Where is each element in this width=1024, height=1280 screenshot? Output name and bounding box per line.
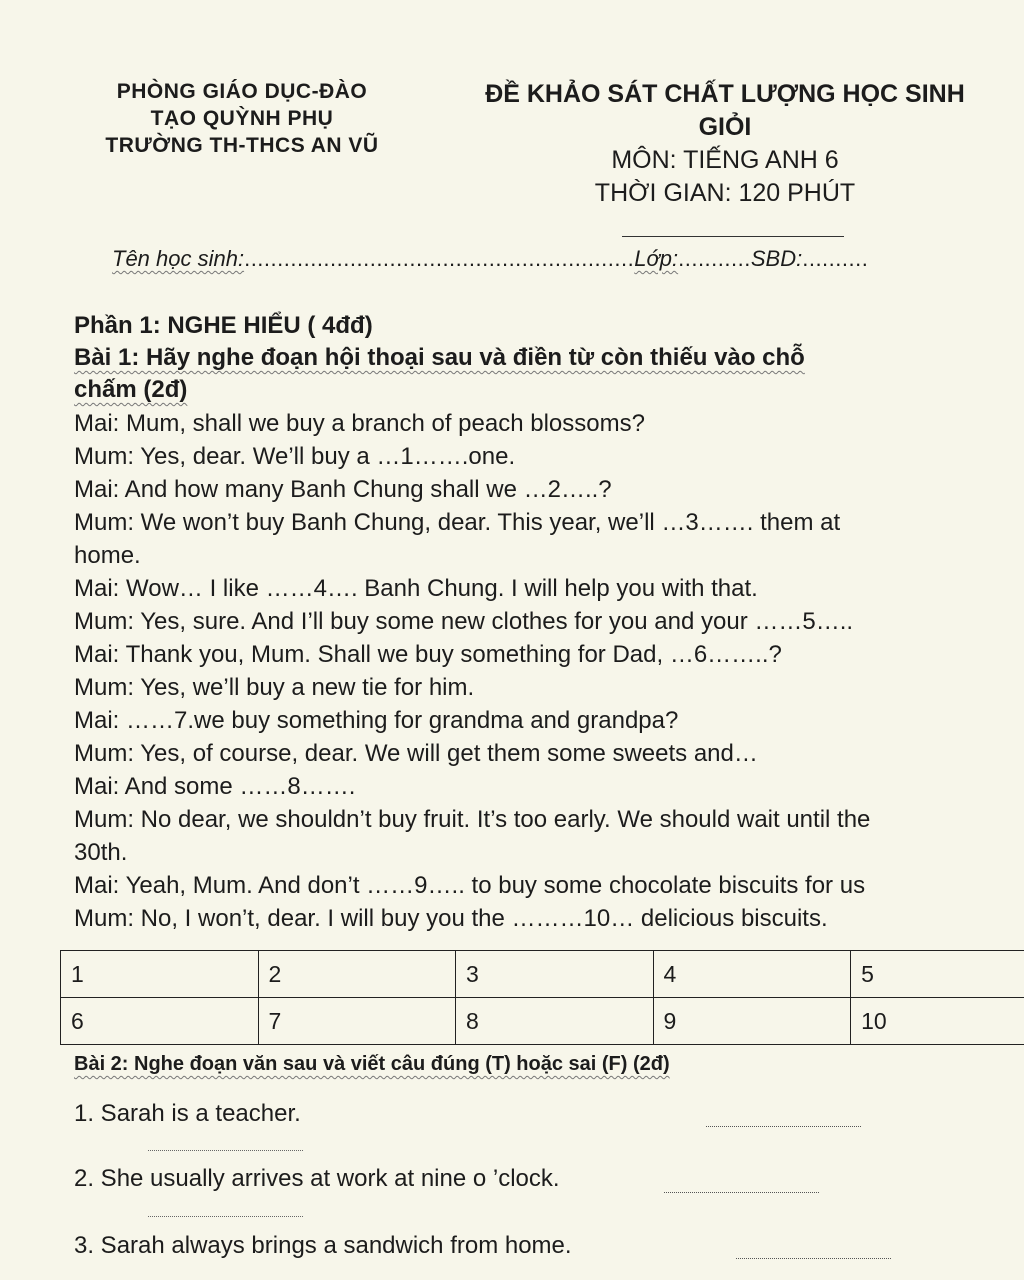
part1-heading: Phần 1: NGHE HIỂU ( 4đđ) xyxy=(74,312,373,339)
answer-cell[interactable]: 6 xyxy=(61,998,259,1045)
dialogue-line: Mum: Yes, we’ll buy a new tie for him. xyxy=(74,674,475,701)
dialogue-line: Mum: Yes, sure. And I’ll buy some new clothes for you and your ……5….. xyxy=(74,608,854,635)
dialogue-line: Mum: No dear, we shouldn’t buy fruit. It’s too early. We should wait until the xyxy=(74,806,871,833)
department-line-1: PHÒNG GIÁO DỤC-ĐÀO xyxy=(116,80,368,103)
dialogue-line: Mai: Thank you, Mum. Shall we buy something for Dad, …6……..? xyxy=(74,641,782,668)
answer-cell[interactable]: 8 xyxy=(456,998,654,1045)
answer-cell[interactable]: 2 xyxy=(258,951,456,998)
dialogue-line: Mum: Yes, of course, dear. We will get them some sweets and… xyxy=(74,740,758,767)
dialogue-line: Mai: ……7.we buy something for grandma and grandpa? xyxy=(74,707,679,734)
dotted-separator xyxy=(148,1150,303,1151)
answer-table-row xyxy=(61,951,1024,998)
student-name-label: Tên học sinh: xyxy=(112,246,245,271)
answer-cell[interactable]: 7 xyxy=(258,998,456,1045)
exercise2-heading xyxy=(74,1053,670,1076)
answer-cell[interactable]: 1 xyxy=(61,951,259,998)
dialogue-line: Mai: And some ……8……. xyxy=(74,773,356,800)
dialogue-line: Mai: And how many Banh Chung shall we …2…..? xyxy=(74,476,612,503)
school-name: TRƯỜNG TH-THCS AN VŨ xyxy=(105,134,379,157)
exam-subject: MÔN: TIẾNG ANH 6 xyxy=(611,146,839,174)
answer-blank[interactable] xyxy=(706,1114,861,1132)
answer-cell[interactable]: 10 xyxy=(851,998,1024,1045)
student-info-line xyxy=(112,246,868,272)
dialogue-line: Mum: We won’t buy Banh Chung, dear. This year, we’ll …3……. them at xyxy=(74,509,841,536)
header-divider xyxy=(622,236,844,237)
answer-table xyxy=(60,950,1024,1045)
answer-cell[interactable]: 4 xyxy=(653,951,851,998)
statement-item: 3. Sarah always brings a sandwich from home. xyxy=(74,1232,572,1259)
answer-cell[interactable]: 3 xyxy=(456,951,654,998)
answer-cell[interactable]: 9 xyxy=(653,998,851,1045)
answer-blank[interactable] xyxy=(664,1180,819,1198)
dialogue-line: Mum: No, I won’t, dear. I will buy you the ………10… delicious biscuits. xyxy=(74,905,828,932)
class-label: Lớp: xyxy=(634,246,679,271)
exercise1-heading-text: Bài 1: Hãy nghe đoạn hội thoại sau và điền từ còn thiếu vào chỗ xyxy=(74,344,805,371)
student-name-blank: ........................................................... xyxy=(244,246,635,271)
dialogue-line: Mai: Wow… I like ……4…. Banh Chung. I will help you with that. xyxy=(74,575,758,602)
exam-title-line-1: ĐỀ KHẢO SÁT CHẤT LƯỢNG HỌC SINH xyxy=(485,80,965,108)
department-line-2: TẠO QUỲNH PHỤ xyxy=(150,107,334,130)
exercise1-heading-cont xyxy=(74,374,187,406)
exercise2-heading-text: Bài 2: Nghe đoạn văn sau và viết câu đúng (T) hoặc sai (F) (2đ) xyxy=(74,1053,670,1075)
dialogue-line: Mum: Yes, dear. We’ll buy a …1…….one. xyxy=(74,443,516,470)
sbd-blank: .......... xyxy=(802,246,869,271)
statement-item: 1. Sarah is a teacher. xyxy=(74,1100,301,1127)
answer-cell[interactable]: 5 xyxy=(851,951,1024,998)
exam-title-line-2: GIỎI xyxy=(698,113,752,141)
dialogue-line: home. xyxy=(74,542,141,569)
exercise1-heading xyxy=(74,342,805,374)
answer-table-row xyxy=(61,998,1024,1045)
sbd-label: SBD: xyxy=(750,246,803,271)
exam-time: THỜI GIAN: 120 PHÚT xyxy=(594,179,856,207)
dialogue-line: Mai: Yeah, Mum. And don’t ……9….. to buy some chocolate biscuits for us xyxy=(74,872,866,899)
dotted-separator xyxy=(148,1216,303,1217)
exam-header xyxy=(430,78,1020,210)
school-header xyxy=(72,78,412,159)
answer-blank[interactable] xyxy=(736,1246,891,1264)
dialogue-line: 30th. xyxy=(74,839,128,866)
class-blank: ........... xyxy=(678,246,751,271)
exercise1-heading-text-2: chấm (2đ) xyxy=(74,376,188,403)
statement-item: 2. She usually arrives at work at nine o ’clock. xyxy=(74,1165,560,1192)
dialogue-line: Mai: Mum, shall we buy a branch of peach blossoms? xyxy=(74,410,645,437)
